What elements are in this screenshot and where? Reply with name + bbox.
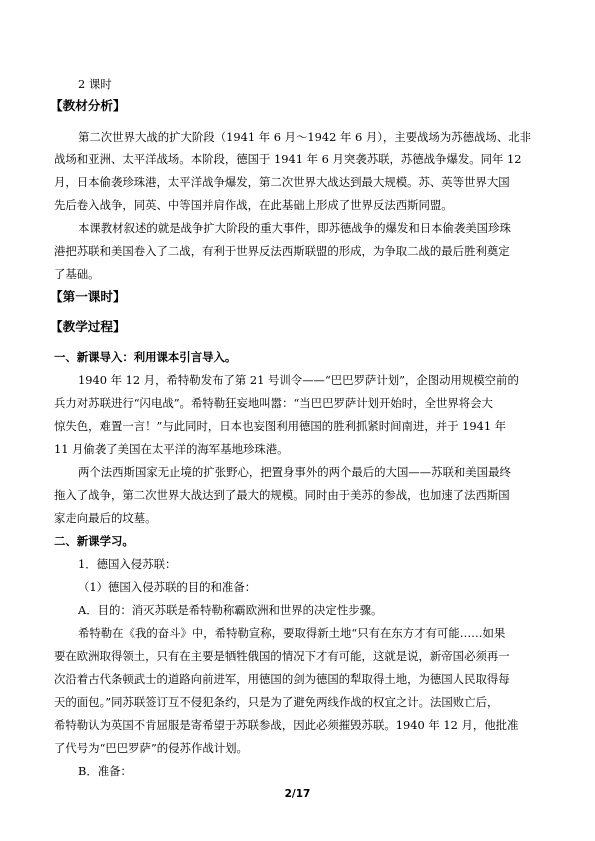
- paragraph-line: 家走向最后的坟墓。: [54, 511, 157, 525]
- paragraph-line: 了基础。: [54, 267, 100, 281]
- section-heading-intro: 一、新课导入：利用课本引言导入。: [54, 350, 237, 364]
- subsection-heading: （1）德国入侵苏联的目的和准备：: [78, 580, 257, 594]
- paragraph-line: 港把苏联和美国卷入了二战，有利于世界反法西斯联盟的形成，为争取二战的最后胜利奠定: [54, 244, 510, 258]
- heading-textbook-analysis: 【教材分析】: [50, 98, 126, 113]
- item-preparation: B．准备：: [78, 764, 132, 778]
- section-heading-new-lesson: 二、新课学习。: [54, 534, 134, 548]
- lesson-hours: 2 课时: [78, 77, 112, 91]
- paragraph-line: 要在欧洲取得领土，只有在主要是牺牲俄国的情况下才有可能，这就是说，新帝国必须再一: [54, 649, 510, 663]
- paragraph-line: 战场和亚洲、太平洋战场。本阶段，德国于 1941 年 6 月突袭苏联，苏德战争爆发。同年 12: [54, 152, 522, 166]
- paragraph-line: 拖入了战争，第二次世界大战达到了最大的规模。同时由于美苏的参战，也加速了法西斯国: [54, 488, 510, 502]
- paragraph-line: 了代号为“巴巴罗萨”的侵苏作战计划。: [54, 741, 248, 755]
- heading-teaching-process: 【教学过程】: [50, 319, 126, 334]
- paragraph-line: 先后卷入战争，同英、中等国并肩作战，在此基础上形成了世界反法西斯同盟。: [54, 198, 453, 212]
- subsection-heading: 1．德国入侵苏联：: [78, 557, 177, 571]
- paragraph-line: 兵力对苏联进行“闪电战”。希特勒狂妄地叫嚣：“当巴巴罗萨计划开始时，全世界将会大: [54, 396, 493, 410]
- paragraph-line: 天的面包。”同苏联签订互不侵犯条约，只是为了避免两线作战的权宜之计。法国败亡后，: [54, 695, 499, 709]
- paragraph-line: 1940 年 12 月，希特勒发布了第 21 号训令——“巴巴罗萨计划”，企图动用规模空前的: [78, 373, 519, 387]
- heading-first-lesson: 【第一课时】: [50, 289, 126, 304]
- paragraph-line: 惊失色，难置一言！”与此同时，日本也妄图利用德国的胜利抓紧时间南进，并于 1941 年: [54, 419, 507, 433]
- page-number: 2/17: [284, 788, 311, 800]
- paragraph-line: 希特勒在《我的奋斗》中，希特勒宣称，要取得新土地“只有在东方才有可能……如果: [78, 626, 506, 640]
- paragraph-line: 第二次世界大战的扩大阶段（1941 年 6 月～1942 年 6 月），主要战场为苏德战场、北非: [78, 130, 531, 144]
- paragraph-line: 11 月偷袭了美国在太平洋的海军基地珍珠港。: [54, 442, 289, 456]
- paragraph-line: 次沿着古代条顿武士的道路向前进军，用德国的剑为德国的犁取得土地，为德国人民取得每: [54, 672, 510, 686]
- paragraph-line: 月，日本偷袭珍珠港，太平洋战争爆发，第二次世界大战达到最大规模。苏、英等世界大国: [54, 175, 510, 189]
- paragraph-line: 本课教材叙述的就是战争扩大阶段的重大事件，即苏德战争的爆发和日本偷袭美国珍珠: [78, 221, 511, 235]
- paragraph-line: 两个法西斯国家无止境的扩张野心，把置身事外的两个最后的大国——苏联和美国最终: [78, 465, 511, 479]
- paragraph-line: 希特勒认为英国不肯屈服是寄希望于苏联参战，因此必须摧毁苏联。1940 年 12 月，他批准: [54, 718, 519, 732]
- item-purpose: A．目的：消灭苏联是希特勒称霸欧洲和世界的决定性步骤。: [78, 603, 383, 617]
